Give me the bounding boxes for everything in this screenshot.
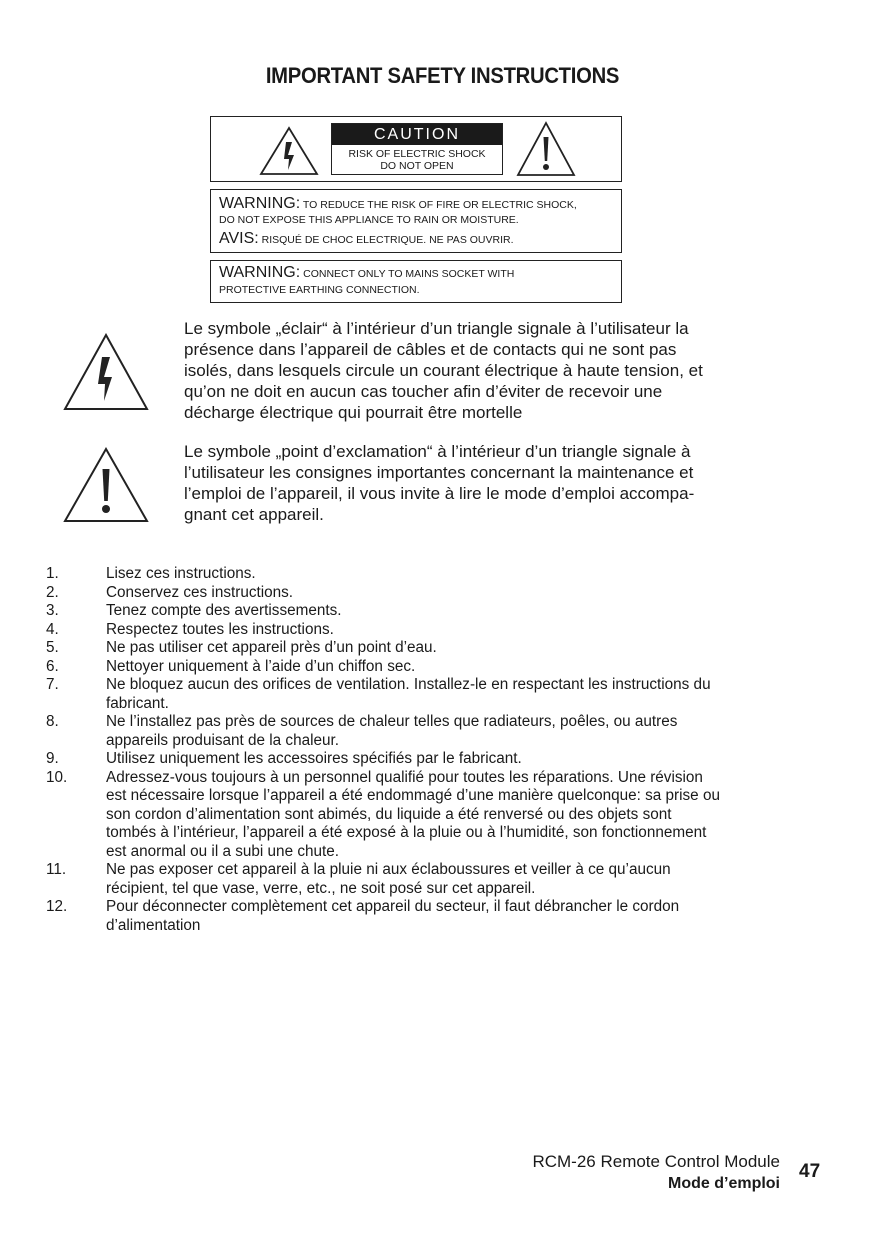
list-item-text xyxy=(106,750,796,769)
warning-word: WARNING: xyxy=(219,195,301,212)
page-number: 47 xyxy=(799,1161,821,1182)
text-line: gnant cet appareil. xyxy=(184,505,324,524)
list-item-number: 1. xyxy=(46,565,59,582)
list-item-text xyxy=(106,584,796,603)
earthing-line-2: PROTECTIVE EARTHING CONNECTION. xyxy=(219,284,420,296)
caution-line-1: RISK OF ELECTRIC SHOCK xyxy=(348,148,486,160)
list-item xyxy=(46,898,806,935)
text-line: est nécessaire lorsque l’appareil a été endommagé d’une manière quelconque: sa prise ou xyxy=(106,787,720,804)
list-item-text xyxy=(106,898,796,935)
instruction-list xyxy=(46,565,806,935)
text-line: Ne l’installez pas près de sources de chaleur telles que radiateurs, poêles, ou autres xyxy=(106,713,678,730)
caution-line-2: DO NOT OPEN xyxy=(380,160,454,172)
avis-text: RISQUÉ DE CHOC ELECTRIQUE. NE PAS OUVRIR. xyxy=(261,234,514,246)
text-line: Pour déconnecter complètement cet appareil du secteur, il faut débrancher le cordon xyxy=(106,898,680,915)
page-title: IMPORTANT SAFETY INSTRUCTIONS xyxy=(265,63,620,88)
list-item xyxy=(46,565,806,584)
text-line: est anormal ou il a subi une chute. xyxy=(106,842,339,860)
exclamation-triangle-icon xyxy=(63,447,149,523)
list-item-text xyxy=(106,602,796,621)
list-item xyxy=(46,861,806,898)
list-item-number: 11. xyxy=(46,861,67,878)
text-line: Le symbole „point d’exclamation“ à l’intérieur d’un triangle signale à xyxy=(184,442,691,461)
text-line: Tenez compte des avertissements. xyxy=(106,602,342,619)
text-line: l’utilisateur les consignes importantes concernant la maintenance et xyxy=(184,463,694,482)
exclamation-triangle-icon xyxy=(516,121,576,177)
list-item-number: 9. xyxy=(46,750,59,767)
list-item xyxy=(46,602,806,621)
list-item-number: 3. xyxy=(46,602,59,619)
text-line: présence dans l’appareil de câbles et de contacts qui ne sont pas xyxy=(184,340,677,359)
caution-header: CAUTION xyxy=(332,124,502,145)
list-item-number: 6. xyxy=(46,657,59,675)
list-item xyxy=(46,658,806,677)
warning-line-1: TO REDUCE THE RISK OF FIRE OR ELECTRIC SHOCK, xyxy=(302,199,577,211)
list-item xyxy=(46,639,806,658)
text-line: Ne pas exposer cet appareil à la pluie ni aux éclaboussures et veiller à ce qu’aucun xyxy=(106,861,671,878)
text-line: appareils produisant de la chaleur. xyxy=(106,731,340,749)
list-item-text xyxy=(106,639,796,658)
list-item-text xyxy=(106,621,796,640)
text-line: Utilisez uniquement les accessoires spécifiés par le fabricant. xyxy=(106,750,522,767)
list-item-text xyxy=(106,861,796,898)
exclamation-symbol-description xyxy=(184,441,764,525)
list-item xyxy=(46,676,806,713)
list-item-text xyxy=(106,658,796,677)
warning-line-2: DO NOT EXPOSE THIS APPLIANCE TO RAIN OR MOISTURE. xyxy=(219,214,519,226)
lightning-triangle-icon xyxy=(259,126,319,176)
text-line: Conservez ces instructions. xyxy=(106,583,294,601)
text-line: tombés à l’intérieur, l’appareil a été exposé à la pluie ou à l’humidité, son fonctionnement xyxy=(106,824,707,841)
warning-label xyxy=(210,189,622,253)
caution-label xyxy=(210,116,622,182)
list-item-number: 5. xyxy=(46,639,59,656)
text-line: Respectez toutes les instructions. xyxy=(106,620,334,638)
list-item-text xyxy=(106,676,796,713)
list-item-number: 10. xyxy=(46,768,68,786)
earthing-warning-word: WARNING: xyxy=(219,264,301,281)
avis-word: AVIS: xyxy=(219,230,259,247)
text-line: isolés, dans lesquels circule un courant électrique à haute tension, et xyxy=(184,361,703,380)
list-item-number: 7. xyxy=(46,676,59,693)
list-item-number: 4. xyxy=(46,620,59,638)
list-item-number: 2. xyxy=(46,583,59,601)
list-item xyxy=(46,584,806,603)
list-item-number: 8. xyxy=(46,713,59,730)
list-item-number: 12. xyxy=(46,898,68,915)
list-item-text xyxy=(106,565,796,584)
list-item-text xyxy=(106,769,796,862)
text-line: Nettoyer uniquement à l’aide d’un chiffon sec. xyxy=(106,657,416,675)
text-line: Ne pas utiliser cet appareil près d’un point d’eau. xyxy=(106,639,437,656)
list-item xyxy=(46,713,806,750)
earthing-label xyxy=(210,260,622,303)
caution-panel xyxy=(331,123,503,175)
text-line: Adressez-vous toujours à un personnel qualifié pour toutes les réparations. Une révision xyxy=(106,768,703,786)
lightning-symbol-description xyxy=(184,318,764,423)
text-line: Lisez ces instructions. xyxy=(106,565,256,582)
list-item xyxy=(46,621,806,640)
text-line: Le symbole „éclair“ à l’intérieur d’un triangle signale à l’utilisateur la xyxy=(184,319,689,338)
text-line: d’alimentation xyxy=(106,916,201,934)
footer-product-name: RCM-26 Remote Control Module xyxy=(532,1152,780,1171)
footer-manual-title: Mode d’emploi xyxy=(668,1175,780,1192)
lightning-triangle-icon xyxy=(63,333,149,411)
text-line: l’emploi de l’appareil, il vous invite à lire le mode d’emploi accompa- xyxy=(184,484,695,503)
list-item xyxy=(46,750,806,769)
text-line: son cordon d’alimentation sont abimés, du liquide a été renversé ou des objets sont xyxy=(106,805,672,823)
earthing-line-1: CONNECT ONLY TO MAINS SOCKET WITH xyxy=(303,268,515,280)
list-item xyxy=(46,769,806,862)
text-line: Ne bloquez aucun des orifices de ventilation. Installez-le en respectant les instructions du xyxy=(106,676,711,693)
text-line: fabricant. xyxy=(106,694,169,712)
text-line: décharge électrique qui pourrait être mortelle xyxy=(184,403,523,422)
text-line: qu’on ne doit en aucun cas toucher afin d’éviter de recevoir une xyxy=(184,382,663,401)
list-item-text xyxy=(106,713,796,750)
text-line: récipient, tel que vase, verre, etc., ne soit posé sur cet appareil. xyxy=(106,879,536,897)
